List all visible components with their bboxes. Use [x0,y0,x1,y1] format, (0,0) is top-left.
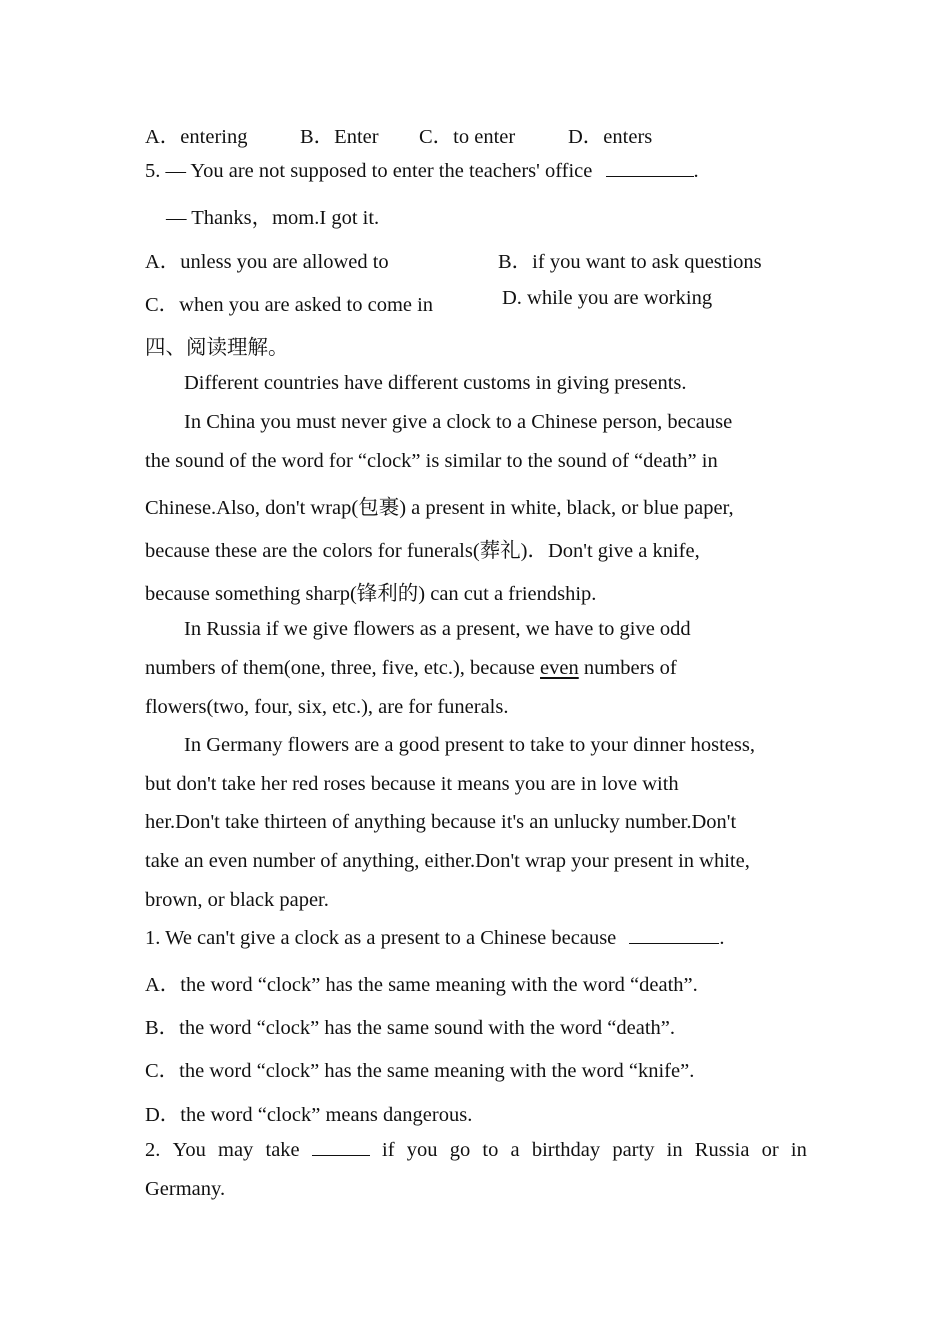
q5-stem: 5. — You are not supposed to enter the teachers' office [145,160,593,182]
passage-p3-line2-end: numbers of [583,657,677,679]
passage-p4-line2: but don't take her red roses because it means you are in love with [145,773,679,795]
passage-p2-line2: the sound of the word for “clock” is similar to the sound of “death” in [145,450,718,472]
passage-p2-line5: because something sharp(锋利的) can cut a friendship. [145,583,597,605]
rq1-stem-end: . [719,927,725,949]
passage-p4-line5: brown, or black paper. [145,889,329,911]
q5-option-d: D. while you are working [502,287,713,309]
rq2-stem-line2: Germany. [145,1178,226,1200]
passage-p3-line2-start: numbers of them(one, three, five, etc.), because [145,657,535,679]
passage-p3-line3: flowers(two, four, six, etc.), are for funerals. [145,696,509,718]
passage-p3-line1: In Russia if we give flowers as a present, we have to give odd [184,618,691,640]
passage-p1: Different countries have different customs in giving presents. [184,372,687,394]
rq1-option-d: D．the word “clock” means dangerous. [145,1104,473,1126]
q5-option-a: A．unless you are allowed to [145,251,389,273]
rq2-word: go [449,1139,471,1161]
rq1-stem-line [145,927,725,950]
rq2-word: if [382,1139,395,1161]
rq1-answer-blank [629,927,719,944]
q5-option-c: C．when you are asked to come in [145,294,434,316]
passage-p4-line3: her.Don't take thirteen of anything because it's an unlucky number.Don't [145,811,737,833]
passage-p4-line4: take an even number of anything, either.Don't wrap your present in white, [145,850,750,872]
q4-option-c: C．to enter [419,126,516,148]
q4-option-a: A．entering [145,126,248,148]
passage-p2-line1: In China you must never give a clock to a Chinese person, because [184,411,733,433]
underlined-word-even: even [540,657,579,679]
rq2-word: may [218,1139,254,1161]
section-title: 四、阅读理解。 [145,337,289,359]
rq2-answer-blank [312,1139,370,1156]
rq2-word: you [406,1139,438,1161]
q5-option-b: B．if you want to ask questions [498,251,762,273]
q5-stem-line [145,160,699,183]
q4-option-b: B．Enter [300,126,379,148]
q5-reply: — Thanks，mom.I got it. [166,207,380,229]
rq2-word: or [761,1139,779,1161]
rq2-word: 2. [145,1139,161,1161]
rq2-word: take [265,1139,300,1161]
q5-answer-blank [606,160,694,177]
rq1-option-c: C．the word “clock” has the same meaning with the word “knife”. [145,1060,695,1082]
rq2-stem-line [145,1139,807,1162]
rq2-word: in [666,1139,683,1161]
rq2-word: party [612,1139,655,1161]
q5-stem-end: . [693,160,699,182]
rq2-word: birthday [531,1139,601,1161]
passage-p2-line4: because these are the colors for funerals(葬礼)．Don't give a knife, [145,540,700,562]
rq2-word: to [482,1139,499,1161]
passage-p4-line1: In Germany flowers are a good present to take to your dinner hostess, [184,734,755,756]
rq2-word: a [510,1139,520,1161]
q4-option-d: D．enters [568,126,653,148]
rq1-stem: 1. We can't give a clock as a present to a Chinese because [145,927,617,949]
rq2-word: in [790,1139,807,1161]
passage-p2-line3: Chinese.Also, don't wrap(包裹) a present in white, black, or blue paper, [145,497,734,519]
rq1-option-b: B．the word “clock” has the same sound with the word “death”. [145,1017,675,1039]
passage-p3-line2 [145,657,677,680]
rq2-word: You [172,1139,206,1161]
rq1-option-a: A．the word “clock” has the same meaning with the word “death”. [145,974,698,996]
rq2-word: Russia [694,1139,750,1161]
